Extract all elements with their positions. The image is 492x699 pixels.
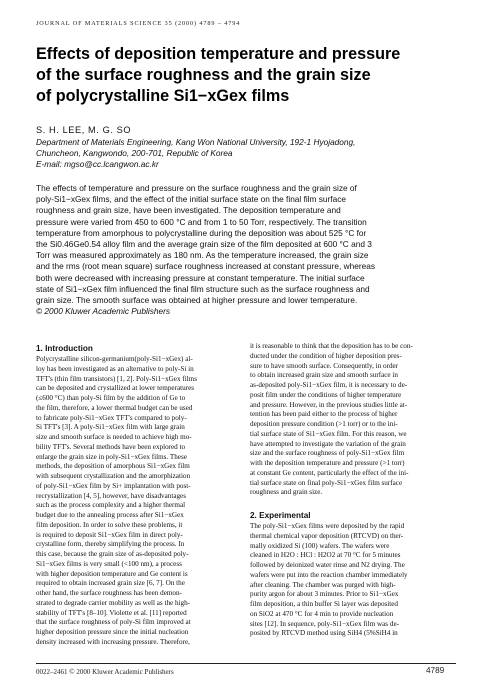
body-line: bility TFT's. Several methods have been explored to [36,442,186,451]
body-line: film deposition, a thin buffer Si layer was deposited [250,600,399,608]
paper-title [36,44,466,107]
section-heading-experimental: 2. Experimental [250,511,311,520]
body-line: tial surface state on final poly-Si1−xGex film surface [250,478,403,487]
abstract-line: pressure were varied from 450 to 600 °C and from 1 to 50 Torr, respectively. The transition [36,216,367,227]
body-line: wafers were put into the reaction chamber immediately [250,570,408,579]
footer-rule [36,663,456,664]
title-line: of the surface roughness and the grain size [36,66,371,84]
body-line: tial surface state of Si1−xGex film. For this reason, we [250,429,407,438]
body-line: deposition pressure condition (>1 torr) or to the ini- [250,420,398,428]
body-line: crystalline form, thereby simplifying the process. In [36,540,185,549]
body-line: purity argon for about 3 minutes. Prior to Si1−xGex [250,590,399,599]
body-line: with the deposition temperature and pressure (>1 torr) [250,459,405,467]
abstract-line: the Si0.46Ge0.54 alloy film and the average grain size of the film deposited at 600 °C and 3 [36,239,372,250]
journal-header: JOURNAL OF MATERIALS SCIENCE 35 (2000) 4789 – 4794 [36,20,241,27]
body-line: budget due to the annealing process after Si1−xGex [36,511,184,519]
abstract-line: poly-Si1−xGex films, and the effect of the initial surface state on the final film surface [36,194,346,205]
title-line: of polycrystalline Si1−xGex films [36,87,290,105]
body-line: have attempted to investigate the variation of the grain [250,439,406,448]
body-line: it is reasonable to think that the deposition has to be con- [250,342,413,350]
body-line: to fabricate poly-Si1−xGex TFT's compared to poly- [36,413,187,422]
body-line: recrystallization [4, 5], however, have disadvantages [36,491,187,500]
body-line: as-deposited poly-Si1−xGex film, it is necessary to de- [250,381,408,389]
body-line: size and the surface roughness of poly-Si1−xGex film [250,449,405,458]
abstract-line: roughness and grain size, have been investigated. The deposition temperature and [36,205,341,216]
body-line: other hand, the surface roughness has been demon- [36,589,182,597]
abstract-line: both were decreased with increasing pressure at constant temperature. The initial surface [36,272,365,283]
body-line: stability of TFT's [8–10]. Violette et al. [11] reported [36,608,187,617]
body-line: with subsequent crystallization and the amorphization [36,472,191,480]
abstract-line: state of Si1−xGex film influenced the final film structure such as the surface roughness and [36,283,370,294]
body-line: of poly-Si1−xGex film by Si+ implantation with post- [36,481,191,490]
body-line: with higher deposition temperature and Ge content is [36,569,188,578]
body-line: to obtain increased grain size and smooth surface in [250,371,398,380]
body-line: cleaned in H2O : HCl : H2O2 at 70 °C for 5 minutes [250,551,401,560]
body-line: is required to deposit Si1−xGex film in direct poly- [36,530,183,539]
abstract-line: The effects of temperature and pressure on the surface roughness and the grain size of [36,183,357,193]
section-heading-introduction: 1. Introduction [36,344,93,353]
body-line: required to obtain increased grain size [6, 7]. On the [36,579,185,588]
body-line: Polycrystalline silicon-germanium(poly-Si1−xGex) al- [36,355,193,363]
body-line: the film, therefore, a lower thermal budget can be used [36,403,193,412]
body-line: on SiO2 at 470 °C for 4 min to provide nucleation [250,609,394,618]
abstract-line: temperature from amorphous to polycrystalline during the deposition was about 525 °C for [36,227,367,238]
email: E-mail: mgso@cc.lcangwon.ac.kr [36,159,159,169]
left-column [36,342,234,648]
abstract [36,183,466,317]
body-line: roughness and grain size. [250,488,323,497]
body-line: this case, because the grain size of as-deposited poly- [36,550,189,558]
body-line: loy has been investigated as an alternative to poly-Si in [36,364,194,373]
body-line: at constant Ge content, particularly the effect of the ini- [250,468,409,477]
body-line: followed by deionized water rinse and N2 drying. The [250,561,405,569]
page-number: 4789 [426,666,445,675]
body-line: sites [12]. In sequence, poly-Si1−xGex film was de- [250,619,399,628]
affiliation [36,137,476,170]
right-column [250,342,448,639]
body-line: can be deposited and crystallized at lower temperatures [36,384,195,393]
body-line: higher deposition pressure since the initial nucleation [36,628,189,636]
body-line: and pressure. However, in the previous studies little at- [250,400,408,409]
title-line: Effects of deposition temperature and pressure [36,45,401,63]
abstract-line: Torr was measured approximately as 180 nm. As the temperature increased, the grain size [36,250,369,261]
body-line: thermal chemical vapor deposition (RTCVD) on ther- [250,531,404,540]
spacer [250,498,448,509]
abstract-line: and the rms (root mean square) surface roughness increased at constant pressure, whereas [36,261,375,272]
body-line: density increased with increasing pressure. Therefore, [36,637,190,646]
body-line: TFT's (thin film transistors) [1, 2]. Poly-Si1−xGex films [36,374,198,383]
body-line: Si TFT's [3]. A poly-Si1−xGex film with large grain [36,423,185,432]
footer-issn: 0022–2461 © 2000 Kluwer Academic Publishers [36,668,174,676]
affiliation-line: Chuncheon, Kangwondo, 200-701, Republic of Korea [36,148,233,158]
body-line: that the surface roughness of poly-Si film improved at [36,618,191,627]
body-line: such as the process complexity and a higher thermal [36,501,186,510]
body-line: mally oxidized Si (100) wafers. The wafers were [250,541,390,550]
body-line: after cleaning. The chamber was purged with high- [250,580,396,589]
body-line: posited by RTCVD method using SiH4 (5%SiH4 in [250,629,398,638]
body-line: The poly-Si1−xGex films were deposited by the rapid [250,522,405,530]
body-line: (≤600 °C) than poly-Si film by the addition of Ge to [36,394,186,402]
abstract-line: grain size. The smooth surface was obtained at higher pressure and lower temperature. [36,295,358,306]
body-line: strated to degrade carrier mobility as well as the high- [36,598,191,607]
authors: S. H. LEE, M. G. SO [36,125,132,135]
abstract-copyright: © 2000 Kluwer Academic Publishers [36,306,171,317]
affiliation-line: Department of Materials Engineering, Kang Won National University, 192-1 Hyojadong, [36,137,356,147]
body-line: Si1−xGex films is very small (<100 nm), a process [36,559,182,568]
body-line: film deposition. In order to solve these problems, it [36,520,183,529]
body-line: sure to have smooth surface. Consequently, in order [250,361,399,370]
body-line: methods, the deposition of amorphous Si1−xGex film [36,462,190,471]
body-line: ducted under the condition of higher deposition pres- [250,351,402,360]
body-line: posit film under the conditions of higher temperature [250,390,402,399]
body-line: enlarge the grain size in poly-Si1−xGex films. These [36,452,187,461]
body-line: tention has been paid either to the process of higher [250,410,398,419]
body-line: size and smooth surface is needed to achieve high mo- [36,433,192,441]
